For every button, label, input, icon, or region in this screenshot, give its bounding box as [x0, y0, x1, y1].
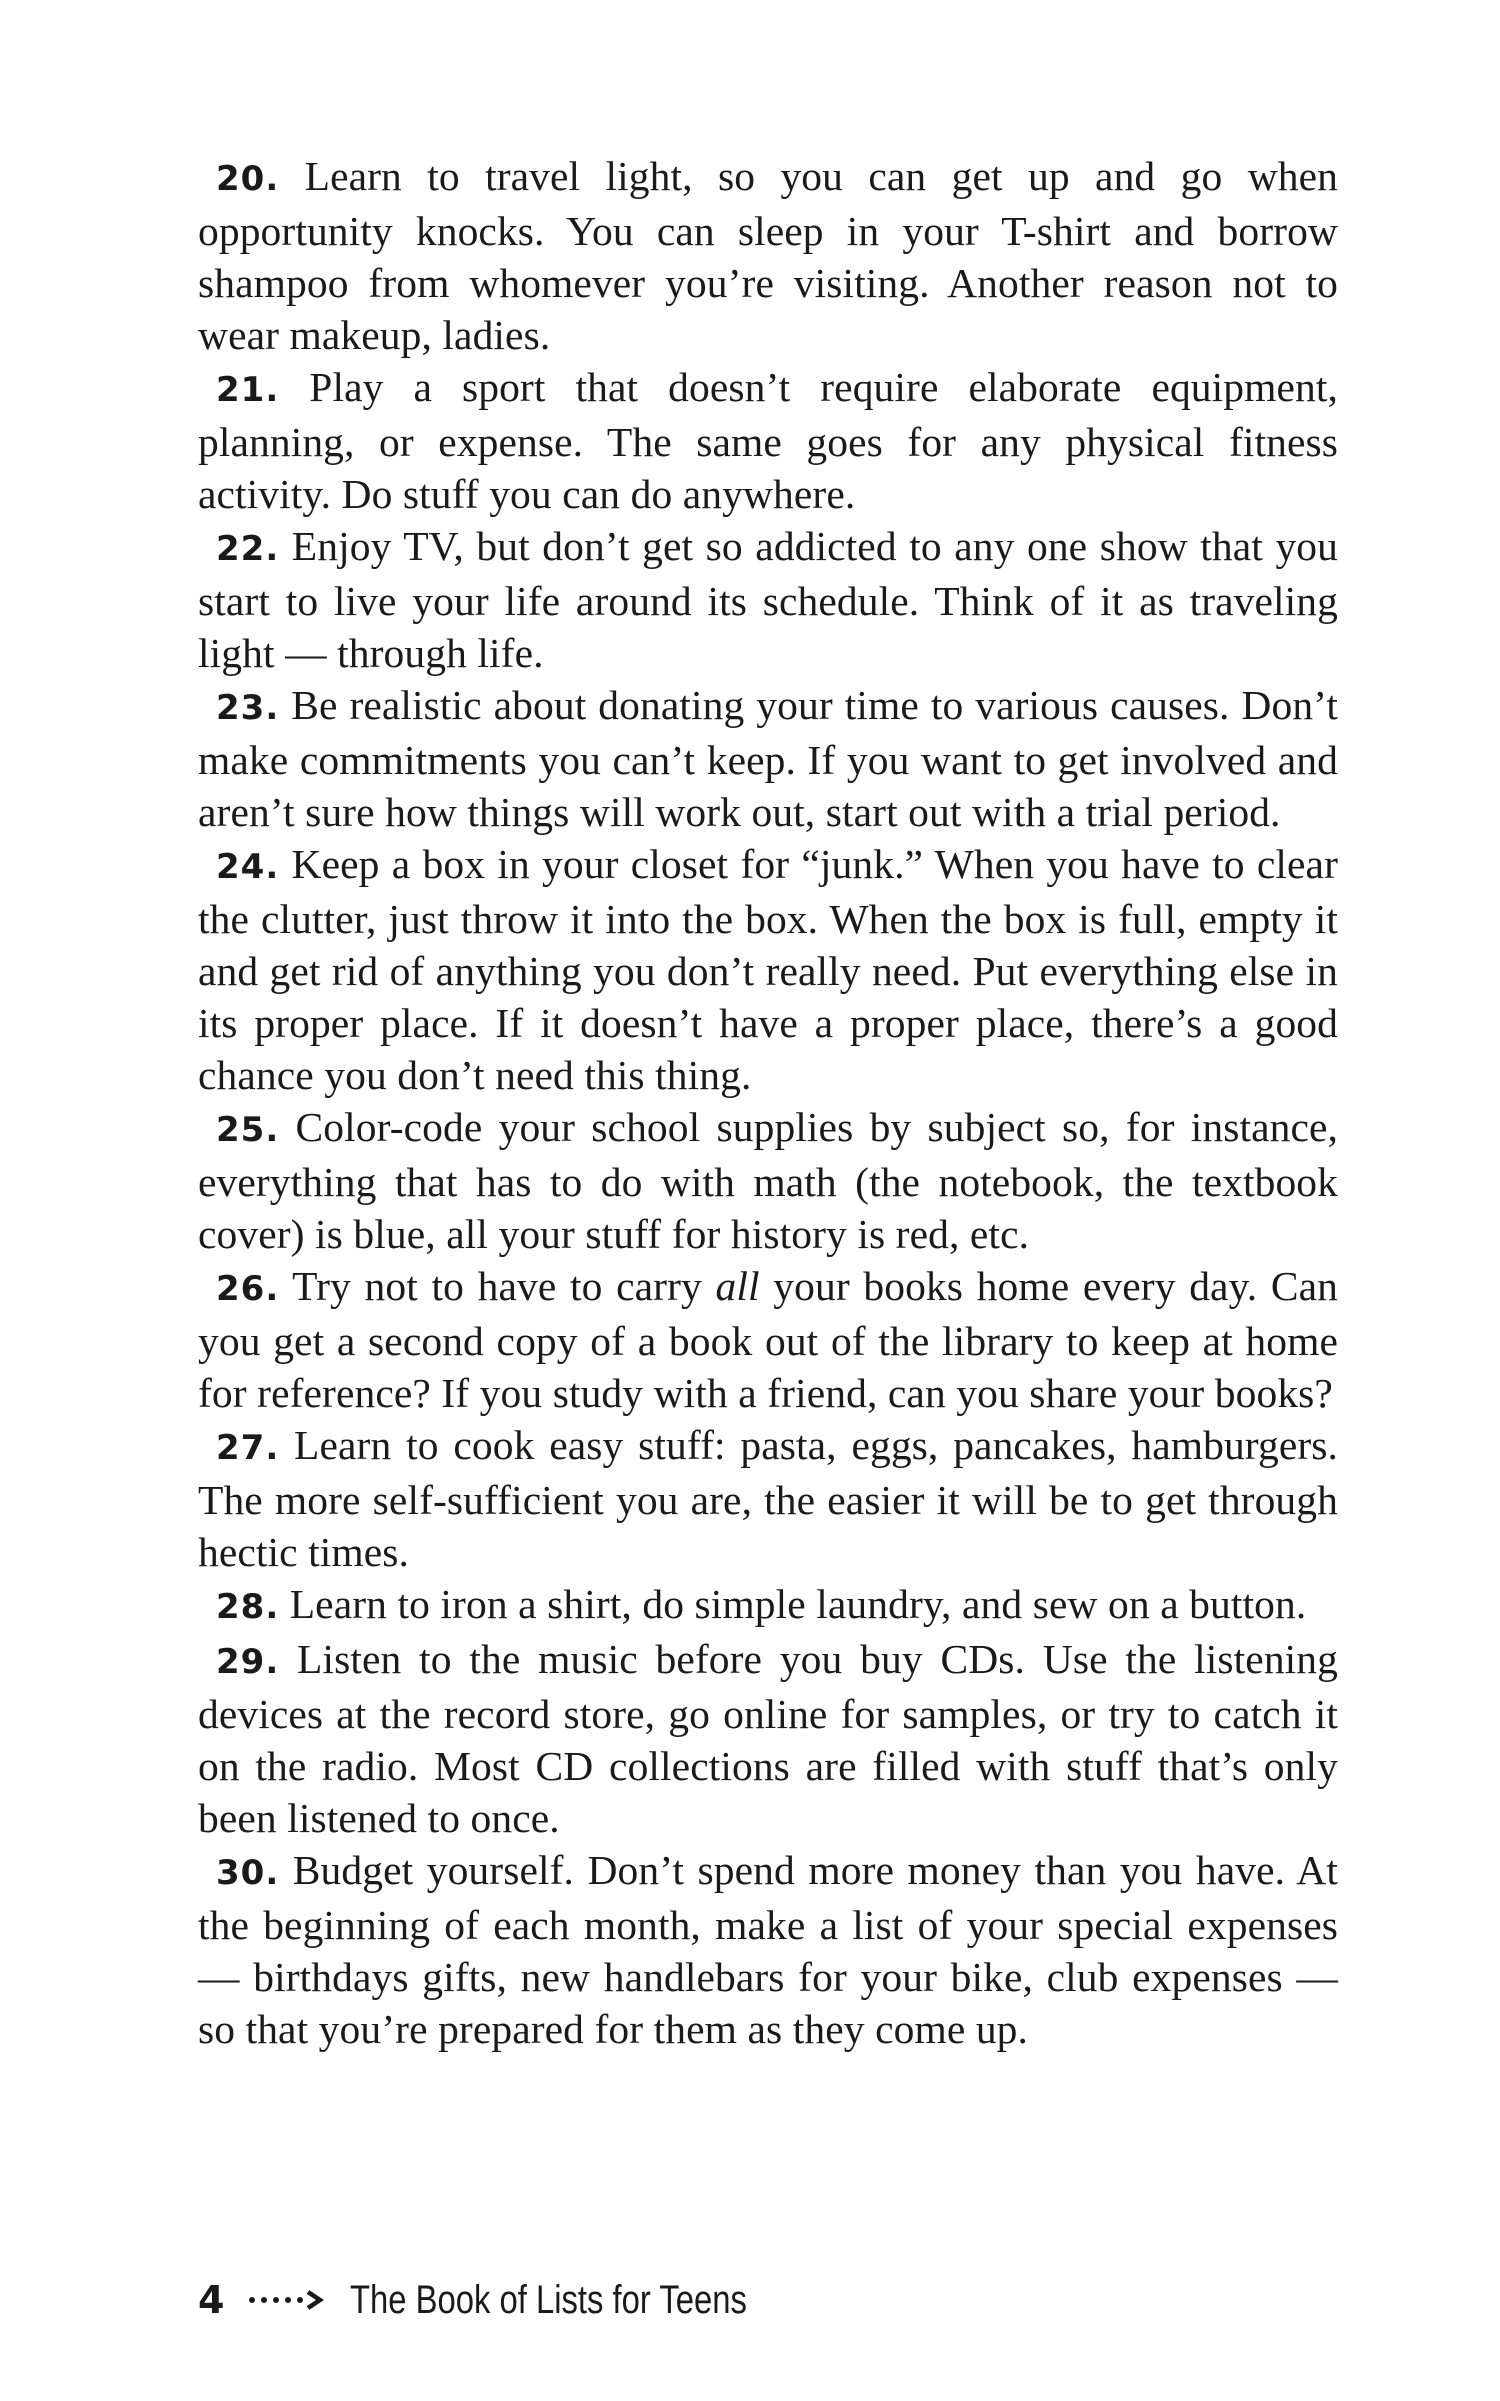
- page-body: [198, 150, 1338, 2055]
- list-item-24: 24. Keep a box in your closet for “junk.” When you have to clear the clutter, just throw it into the box. When the box is full, empty it and get rid of anything you don’t really need. Put everything else in its proper place. If it doesn’t have a proper place, there’s a good chance you don’t need this thing.: [198, 841, 1338, 1098]
- item-number: 24: [216, 847, 266, 887]
- list-item-21: 21. Play a sport that doesn’t require elaborate equipment, planning, or expense. The same goes for any physical fitness activity. Do stuff you can do anywhere.: [198, 364, 1338, 517]
- list-item-23: 23. Be realistic about donating your time to various causes. Don’t make commitments you can’t keep. If you want to get involved and aren’t sure how things will work out, start out with a trial period.: [198, 682, 1338, 835]
- item-text-emphasis: all: [715, 1263, 760, 1309]
- list-item-20: 20. Learn to travel light, so you can get up and go when opportunity knocks. You can sleep in your T-shirt and borrow shampoo from whomever you’re visiting. Another reason not to wear makeup, ladies.: [198, 153, 1338, 358]
- item-number: 20: [216, 159, 266, 199]
- item-text: Learn to travel light, so you can get up and go when opportunity knocks. You can sleep in your T-shirt and borrow shampoo from whomever you’re visiting. Another reason not to wear makeup, ladies.: [198, 153, 1338, 358]
- item-text: Enjoy TV, but don’t get so addicted to any one show that you start to live your life around its schedule. Think of it as traveling light — through life.: [198, 523, 1338, 676]
- item-number: 27: [216, 1428, 266, 1468]
- list-item-22: 22. Enjoy TV, but don’t get so addicted to any one show that you start to live your life around its schedule. Think of it as traveling light — through life.: [198, 523, 1338, 676]
- item-text: Color-code your school supplies by subject so, for instance, everything that has to do with math (the notebook, the textbook cover) is blue, all your stuff for history is red, etc.: [198, 1104, 1338, 1257]
- list-item-25: 25. Color-code your school supplies by subject so, for instance, everything that has to do with math (the notebook, the textbook cover) is blue, all your stuff for history is red, etc.: [198, 1104, 1338, 1257]
- item-number: 23: [216, 688, 266, 728]
- item-text-after: your books home every day. Can you get a second copy of a book out of the library to keep at home for reference? If you study with a friend, can you share your books?: [198, 1263, 1338, 1416]
- item-text: Play a sport that doesn’t require elaborate equipment, planning, or expense. The same goes for any physical fitness activity. Do stuff you can do anywhere.: [198, 364, 1338, 517]
- item-number: 26: [216, 1269, 266, 1309]
- page-footer: [198, 2270, 834, 2330]
- item-text: Budget yourself. Don’t spend more money than you have. At the beginning of each month, make a list of your special expenses — birthdays gifts, new handlebars for your bike, club expenses — so that you’re prepared for them as they come up.: [198, 1847, 1338, 2052]
- item-text: Keep a box in your closet for “junk.” When you have to clear the clutter, just throw it into the box. When the box is full, empty it and get rid of anything you don’t really need. Put everything else in its proper place. If it doesn’t have a proper place, there’s a good chance you don’t need this thing.: [198, 841, 1338, 1098]
- list-item-30: 30. Budget yourself. Don’t spend more money than you have. At the beginning of each month, make a list of your special expenses — birthdays gifts, new handlebars for your bike, club expenses — so that you’re prepared for them as they come up.: [198, 1847, 1338, 2052]
- page-number: 4: [198, 2278, 225, 2322]
- item-text: Be realistic about donating your time to various causes. Don’t make commitments you can’t keep. If you want to get involved and aren’t sure how things will work out, start out with a trial period.: [198, 682, 1338, 835]
- list-item-27: 27. Learn to cook easy stuff: pasta, eggs, pancakes, hamburgers. The more self-sufficient you are, the easier it will be to get through hectic times.: [198, 1422, 1338, 1575]
- list-item-29: 29. Listen to the music before you buy CDs. Use the listening devices at the record store, go online for samples, or try to catch it on the radio. Most CD collections are filled with stuff that’s only been listened to once.: [198, 1636, 1338, 1841]
- list-item-26: 26. Try not to have to carry all your books home every day. Can you get a second copy of a book out of the library to keep at home for reference? If you study with a friend, can you share your books?: [198, 1263, 1338, 1416]
- book-title: The Book of Lists for Teens: [350, 2277, 748, 2322]
- list-item-28: 28. Learn to iron a shirt, do simple laundry, and sew on a button.: [216, 1581, 1307, 1627]
- item-text: Listen to the music before you buy CDs. Use the listening devices at the record store, go online for samples, or try to catch it on the radio. Most CD collections are filled with stuff that’s only been listened to once.: [198, 1636, 1338, 1841]
- item-text: Learn to cook easy stuff: pasta, eggs, pancakes, hamburgers. The more self-sufficient you are, the easier it will be to get through hectic times.: [198, 1422, 1338, 1575]
- dotted-arrow-icon: [248, 2290, 328, 2310]
- item-number: 22: [216, 529, 266, 569]
- item-text: Learn to iron a shirt, do simple laundry, and sew on a button.: [289, 1581, 1307, 1627]
- item-number: 25: [216, 1110, 266, 1150]
- item-number: 28: [216, 1587, 266, 1627]
- item-number: 29: [216, 1642, 266, 1682]
- item-text-before: Try not to have to carry: [292, 1263, 716, 1309]
- item-number: 30: [216, 1853, 266, 1893]
- item-number: 21: [216, 370, 266, 410]
